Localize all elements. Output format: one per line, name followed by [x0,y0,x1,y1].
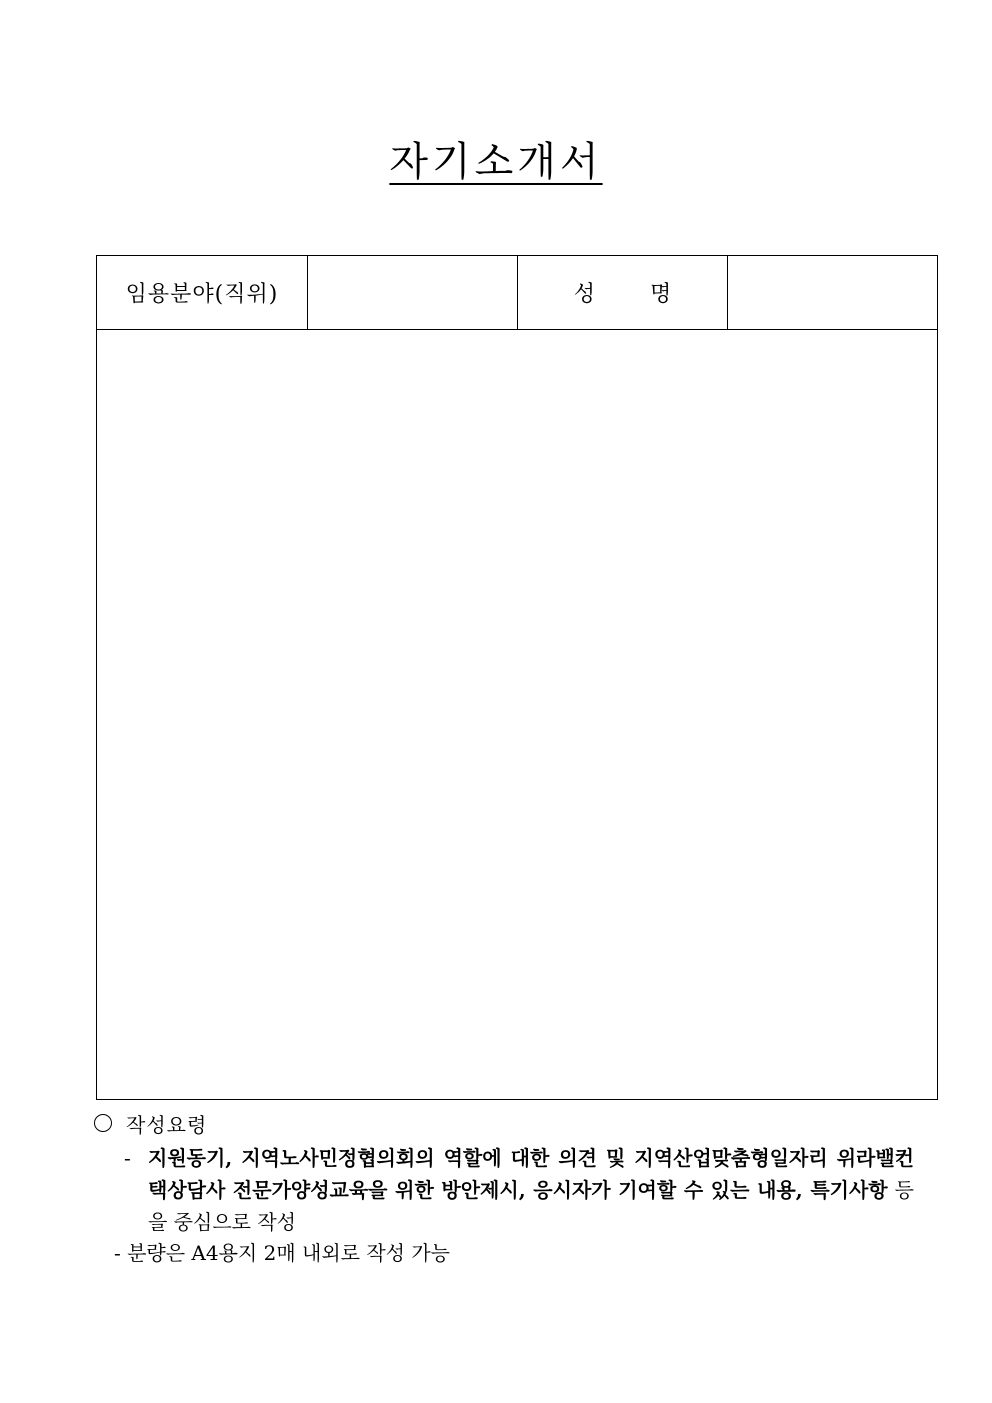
self-introduction-form [96,255,938,1100]
guide-item-plain-text: 등을 중심으로 작성 [148,1178,914,1234]
circle-bullet-icon [94,1114,112,1132]
introduction-content-area[interactable] [97,330,937,1099]
guide-item-length: - 분량은 A4용지 2매 내외로 작성 가능 [114,1241,450,1265]
document-title-text: 자기소개서 [389,139,603,185]
position-label: 임용분야(직위) [97,256,308,329]
guide-item [124,1142,914,1238]
form-header-row [97,256,937,330]
name-label: 성 명 [518,256,728,329]
position-input[interactable] [308,256,518,329]
guide-heading [94,1108,207,1138]
dash-bullet: - [124,1146,131,1170]
document-title [0,135,992,189]
name-input[interactable] [728,256,937,329]
guide-item-text [148,1142,914,1238]
guide-item-bold-text: 지원동기, 지역노사민정협의회의 역할에 대한 의견 및 지역산업맞춤형일자리 위라밸컨택상담사 전문가양성교육을 위한 방안제시, 응시자가 기여할 수 있는 내용, 특기사항 [148,1146,914,1202]
guide-heading-text: 작성요령 [126,1112,208,1137]
